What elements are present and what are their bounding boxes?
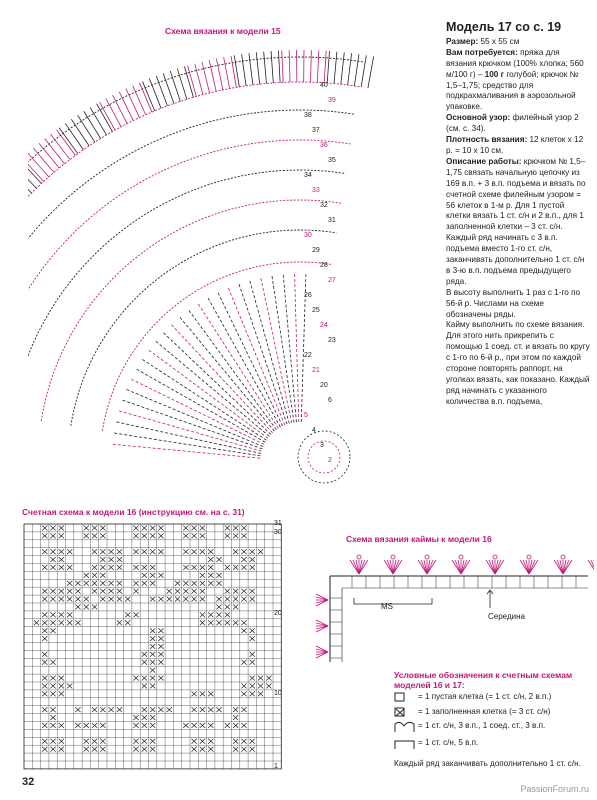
round-number: 25	[312, 307, 320, 314]
border-picot	[425, 555, 429, 559]
fan-stitch	[45, 139, 65, 164]
border-picot	[316, 646, 328, 652]
round-number: 4	[312, 427, 316, 434]
round-number: 34	[304, 172, 312, 179]
arch-symbol-icon	[394, 721, 418, 737]
instructions-column	[446, 22, 591, 408]
border-picot	[316, 649, 328, 652]
fan-stitch	[139, 83, 151, 112]
round-number: 21	[312, 367, 320, 374]
stitch-ray	[283, 273, 296, 422]
bar-symbol-icon	[394, 738, 418, 754]
fan-stitch	[202, 62, 210, 93]
stitch-ray	[217, 291, 282, 426]
border-middle-label: Середина	[488, 612, 525, 621]
stitch-ray	[111, 444, 260, 458]
work-line-4: Кайму выполнить по схеме вязания. Для этого нить прикрепить с помощью 1 соед. ст. и вязать по кругу с 1-го по 6-й р., при этом по каждой стороне повторять раппорт, на уголках вязать, как показано. Каждый ряд начинать с указанного количества в.п. подъема,	[446, 320, 590, 406]
legend-footer: Каждый ряд заканчивать дополнительно 1 ст. с/н.	[394, 759, 581, 769]
border-picot	[459, 555, 463, 559]
round-number: 32	[320, 202, 328, 209]
border-picot	[316, 600, 328, 603]
border-picot	[421, 560, 427, 574]
border-picot	[316, 623, 328, 626]
border-picot	[391, 555, 395, 559]
diagram-title: Схема вязания к модели 15	[165, 26, 281, 36]
work-line-2: Каждый ряд начинать с 3 в.п. подъема вместо 1-го ст. с/н, заканчивать дополнительно 1 ст. с/н в 3-ю в.п. подъема предыдущего ряда.	[446, 233, 585, 286]
fan-stitch	[78, 115, 95, 142]
round-number: 31	[328, 217, 336, 224]
border-picot	[316, 652, 328, 658]
round-number: 39	[328, 97, 336, 104]
border-picot	[316, 620, 328, 626]
fan-stitch	[368, 57, 374, 88]
stitch-ray	[295, 272, 299, 422]
fan-stitch	[209, 60, 216, 91]
fan-stitch	[224, 57, 230, 88]
stitch-ray	[260, 276, 291, 423]
fan-stitch	[195, 64, 203, 95]
round-number: 30	[304, 232, 312, 239]
fan-stitch	[51, 134, 70, 159]
border-diagram	[312, 546, 594, 666]
empty-cell-icon	[394, 692, 418, 706]
fan-stitch	[361, 55, 366, 87]
fan-stitch	[327, 51, 329, 83]
legend	[394, 670, 592, 770]
stitch-ray	[129, 378, 264, 444]
border-picot	[316, 600, 328, 606]
fan-stitch	[256, 52, 259, 84]
round-number: 24	[320, 322, 328, 329]
border-picot	[527, 555, 531, 559]
round-number: 40	[320, 82, 328, 89]
materials-line: Вам потребуется: пряжа для вязания крючком (100% хлопка; 560 м/100 г) – 100 г голубой; крючок № 1,5–1,75; средство для подкрахмаливания в аэрозольной упаковке.	[446, 47, 584, 112]
fan-stitch	[234, 55, 239, 87]
border-picot	[316, 594, 328, 600]
round-number: 20	[320, 382, 328, 389]
round-number: 2	[328, 457, 332, 464]
fan-stitch	[334, 52, 337, 84]
pattern-line: Основной узор: филейный узор 2 (см. с. 34).	[446, 113, 579, 134]
border-picot	[493, 555, 497, 559]
fan-stitch	[289, 50, 290, 82]
border-picot	[489, 560, 495, 574]
fan-stitch	[90, 107, 106, 135]
round-number: 5	[304, 412, 308, 419]
fan-stitch	[264, 52, 267, 84]
grid-row-label-31: 31	[274, 520, 282, 527]
border-picot	[353, 560, 359, 574]
round-number: 6	[328, 397, 332, 404]
fan-stitch	[71, 119, 89, 146]
stitch-ray	[135, 368, 265, 442]
crochet-round-diagram	[28, 22, 428, 502]
border-title: Схема вязания каймы к модели 16	[346, 534, 492, 544]
ms-bracket	[354, 598, 432, 604]
stitch-ray	[188, 309, 277, 430]
border-picot	[316, 652, 328, 655]
border-picot	[316, 626, 328, 632]
grid-title: Счетная схема к модели 16 (инструкцию см. на с. 31)	[22, 507, 245, 517]
fan-stitch	[354, 54, 359, 86]
legend-item: = 1 ст. с/н, 3 в.п., 1 соед. ст., 3 в.п.	[394, 721, 592, 737]
grid-row-label-30: 30	[274, 529, 282, 536]
fan-stitch	[249, 53, 253, 85]
round-arc	[28, 170, 346, 416]
border-picot	[387, 560, 393, 574]
round-number: 35	[328, 157, 336, 164]
fan-stitch	[142, 81, 154, 111]
grid-row-label-20: 20	[274, 610, 282, 617]
fan-stitch	[317, 50, 318, 82]
round-number: 23	[328, 337, 336, 344]
stitch-ray	[238, 282, 287, 424]
round-number: 26	[304, 292, 312, 299]
stitch-ray	[114, 421, 261, 453]
work-line: Описание работы: крючком № 1,5–1,75 связать начальную цепочку из 169 в.п. + 3 в.п. подъема и вязать по счетной схеме филейным узором = 56 клеток в 1-м р. Для 1 пустой клетки вязать 1 ст. с/н и 2 в.п., для 1 заполненной клетки – 3 ст. с/н.	[446, 156, 586, 232]
border-picot	[455, 560, 461, 574]
fan-stitch	[311, 50, 312, 82]
round-number: 36	[320, 142, 328, 149]
fan-stitch	[84, 111, 101, 138]
border-picot	[557, 560, 563, 574]
grid-row-label-1: 1	[274, 763, 278, 770]
round-number: 37	[312, 127, 320, 134]
fan-stitch	[39, 143, 59, 168]
border-ms-label: MS	[381, 602, 393, 611]
border-picot	[316, 626, 328, 629]
border-picot	[523, 560, 529, 574]
border-picot	[588, 560, 594, 574]
fan-stitch	[271, 51, 273, 83]
border-picot	[357, 555, 361, 559]
fan-stitch	[33, 148, 54, 172]
legend-title: Условные обозначения к счетным схемам моделей 16 и 17:	[394, 670, 573, 690]
fan-stitch	[278, 51, 280, 83]
round-number: 38	[304, 112, 312, 119]
fan-stitch	[282, 50, 283, 82]
stitch-ray	[147, 349, 268, 438]
start-ring	[308, 441, 340, 473]
stitch-ray	[228, 286, 285, 425]
fan-stitch	[216, 59, 222, 90]
border-picot	[561, 555, 565, 559]
round-number: 33	[312, 187, 320, 194]
model-title: Модель 17 со с. 19	[446, 20, 562, 34]
border-picot	[316, 597, 328, 600]
round-number: 28	[320, 262, 328, 269]
round-number: 22	[304, 352, 312, 359]
legend-item: = 1 пустая клетка (= 1 ст. с/н, 2 в.п.)	[394, 692, 592, 706]
round-arc	[41, 200, 341, 421]
round-number: 3	[320, 442, 324, 449]
stitch-ray	[121, 399, 263, 448]
fan-stitch	[324, 51, 326, 83]
fan-stitch	[28, 153, 49, 177]
fan-stitch	[97, 104, 113, 132]
grid-row-label-10: 10	[274, 690, 282, 697]
page-number: 32	[22, 776, 35, 788]
fan-stitch	[59, 128, 78, 154]
stitch-ray	[154, 340, 269, 436]
round-number: 27	[328, 277, 336, 284]
filled-cell-icon	[394, 707, 418, 721]
density-line: Плотность вязания: 12 клеток x 12 р. = 10 x 10 см.	[446, 135, 584, 155]
fan-stitch	[348, 53, 352, 85]
fan-stitch	[231, 56, 236, 88]
fan-stitch	[242, 54, 247, 86]
legend-item: = 1 заполненная клетка (= 3 ст. с/н)	[394, 707, 592, 721]
work-line-3: В высоту выполнить 1 раз с 1-го по 56-й р. Числами на схеме обозначены ряды.	[446, 287, 581, 319]
filet-grid-chart	[22, 522, 290, 772]
size-line: Размер: 55 x 55 см	[446, 36, 520, 46]
stitch-ray	[272, 274, 294, 422]
round-arc	[28, 140, 350, 412]
round-arc	[28, 57, 363, 399]
legend-item: = 1 ст. с/н, 5 в.п.	[394, 738, 592, 754]
start-ring	[298, 431, 350, 483]
round-number: 29	[312, 247, 320, 254]
watermark: PassionForum.ru	[520, 784, 589, 794]
fan-stitch	[341, 52, 344, 84]
stitch-ray	[207, 296, 280, 427]
